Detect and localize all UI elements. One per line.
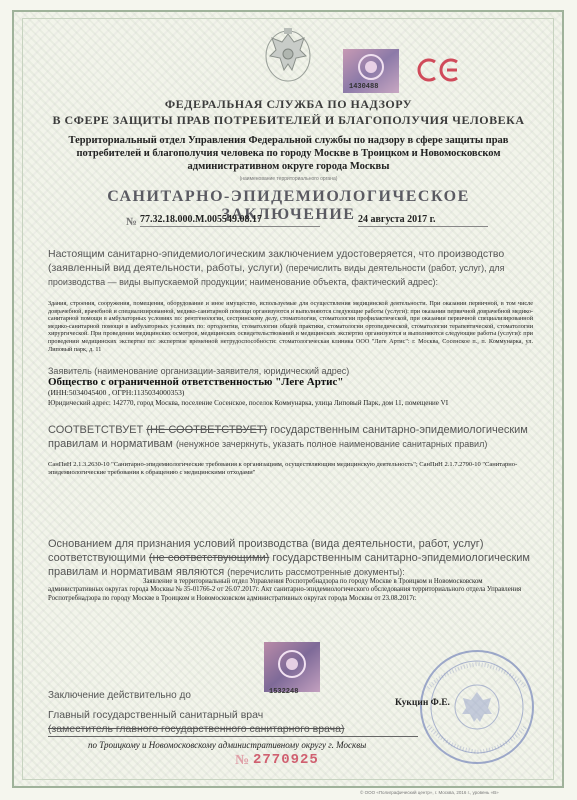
statement-note: (перечислить виды деятельности (работ, услуг), для производства — виды выпускаемой продукции; наименование объекта, фактический адрес): (48, 263, 505, 287)
sanpin-list: СанПиН 2.1.3.2630-10 "Санитарно-эпидемиологические требования к организациям, осуществляющим медицинскую деятельность"; СанПиН 2.1.7.2790-10 "Санитарно-эпидемиологические требования к обращению с медицинскими отходами" (48, 461, 518, 476)
serial-number: 2770925 (253, 752, 319, 768)
basis-rest: государственным санитарно-эпидемиологическим правилам и нормативам являются (48, 552, 530, 578)
hologram-bottom-code: 1532248 (269, 688, 299, 696)
conform-note: (ненужное зачеркнуть, указать полное наименование санитарных правил) (175, 439, 488, 449)
applicant-ids: (ИНН:5034045400 , ОГРН:1135034000353) (48, 388, 185, 397)
chief-doctor-block (48, 708, 418, 737)
number-row (126, 214, 486, 234)
document-date: 24 августа 2017 г. (358, 214, 488, 227)
basis-struck: (не соответствующими) (148, 552, 270, 564)
serial-sign: № (235, 753, 250, 768)
chief-doctor-deputy: (заместитель главного государственного санитарного врача) (48, 722, 418, 737)
valid-until-label: Заключение действительно до (48, 690, 191, 701)
document-number: 77.32.18.000.М.005549.08.17 (140, 214, 320, 227)
basis-paragraph (48, 537, 533, 579)
conform-word: СООТВЕТСТВУЕТ (48, 424, 144, 436)
region-text: по Троицкому и Новомосковскому административному округу г. Москвы (88, 740, 367, 750)
hologram-code: 1430488 (349, 83, 379, 91)
applicant-address: Юридический адрес: 142770, город Москва, поселение Сосенское, поселок Коммунарка, улица Липовый Парк, дом 11, помещение VI (48, 399, 449, 407)
conform-rest: государственным санитарно-эпидемиологическим правилам и нормативам (48, 424, 528, 450)
statement-paragraph (48, 247, 533, 289)
conformity-paragraph (48, 423, 533, 451)
applicant-label: Заявитель (наименование организации-заявителя, юридический адрес) (48, 366, 350, 376)
statement-text: Настоящим санитарно-эпидемиологическим заключением удостоверяется, что производство (заявленный вид деятельности, работы, услуги) (48, 248, 505, 274)
basis-text: Основанием для признания условий производства (вида деятельности, работ, услуг) соответствующими (48, 538, 484, 564)
number-sign: № (126, 216, 138, 228)
state-emblem-icon (262, 22, 314, 84)
agency-title (40, 96, 537, 128)
department-note: (наименование территориального органа) (239, 176, 338, 182)
basis-note: (перечислить рассмотренные документы): (227, 567, 405, 577)
printer-note: © ООО «Полиграфический центр», г. Москва, 2016 г., уровень «В» (360, 790, 499, 795)
agency-line-1: ФЕДЕРАЛЬНАЯ СЛУЖБА ПО НАДЗОРУ (164, 97, 413, 111)
conform-struck: (НЕ СООТВЕТСТВУЕТ) (146, 424, 268, 436)
department-name: Территориальный отдел Управления Федеральной службы по надзору в сфере защиты прав потребителей и благополучия человека по городу Москве в Троицком и Новомосковском административном округе города Москвы (68, 135, 509, 172)
agency-line-2: В СФЕРЕ ЗАЩИТЫ ПРАВ ПОТРЕБИТЕЛЕЙ И БЛАГОПОЛУЧИЯ ЧЕЛОВЕКА (52, 113, 525, 127)
activity-description: Здания, строения, сооружения, помещения, оборудование и иное имущество, используемые для осуществления медицинской деятельности. При оказании первичной, в том числе доврачебной, врачебной и специализированной, медико-санитарной помощи организуются и выполняются следующие работы (услуги): при оказании первичной доврачебной медико-санитарной помощи в амбулаторных условиях по: рентгенологии, сестринскому делу, стоматологии, стоматологии профилактической, при оказании первичной специализированной медико-санитарной помощи в амбулаторных условиях по: ортодонтии, стоматологии общей практики, стоматологии ортопедической, стоматологии терапевтической, стоматологии хирургической. При проведении медицинских осмотров, медицинских освидетельствований и медицинских экспертиз организуются и выполняются следующие работы (услуги): при проведении медицинских экспертиз по: экспертизе временной нетрудоспособности: стоматологическая клиника ООО "Леге Артис": г. Москва, Сосенское п., п. Коммунарка, ул. Липовый парк, д. 11 (48, 300, 533, 353)
se-mark-icon (411, 54, 469, 86)
signer-name: Кукцин Ф.Е. (395, 698, 450, 708)
applicant-name: Общество с ограниченной ответственностью "Леге Артис" (48, 376, 344, 388)
documents-list: Заявление в территориальный отдел Управления Роспотребнадзора по городу Москве в Троицком и Новомосковском административных округах города Москвы № 35-01766-2 от 26.07.2017г. Акт санитарно-эпидемиологического обследования территориального отдела Управления Роспотребнадзора по городу Москве в Троицком и Новомосковском административных округах города Москвы от 23.08.2017г. (48, 578, 522, 602)
document-title: САНИТАРНО-ЭПИДЕМИОЛОГИЧЕСКОЕ ЗАКЛЮЧЕНИЕ (107, 188, 470, 223)
chief-doctor-title: Главный государственный санитарный врач (48, 709, 264, 721)
